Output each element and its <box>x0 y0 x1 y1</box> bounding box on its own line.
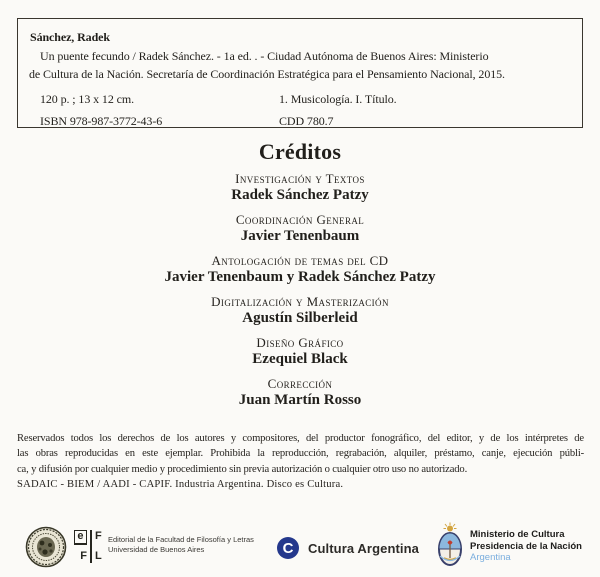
credit-entry-antologacion <box>0 253 600 286</box>
rights-line: ca, y difusión por cualquier medio y procedimiento sin previa autorización o cualquier otro uso no autorizado. <box>17 463 468 475</box>
credit-name: Javier Tenenbaum y Radek Sánchez Patzy <box>164 269 436 285</box>
cultura-argentina-logo <box>277 537 419 559</box>
effl-left-column <box>71 530 90 563</box>
credits-title: Créditos <box>258 139 342 164</box>
credit-entry-investigacion <box>0 171 600 204</box>
rights-sadaic-line: SADAIC - BIEM / AADI - CAPIF. Industria Argentina. Disco es Cultura. <box>17 479 344 491</box>
effl-caption-line1: Editorial de la Facultad de Filosofía y Letras <box>108 535 254 544</box>
catalog-title-line2: de Cultura de la Nación. Secretaría de Coordinación Estratégica para el Pensamiento Nacional, 2015. <box>29 67 505 81</box>
rights-paragraph <box>17 431 584 493</box>
credit-name: Radek Sánchez Patzy <box>231 187 369 203</box>
credit-role: Antologación de temas del CD <box>211 253 389 268</box>
credit-role: Corrección <box>267 376 333 391</box>
credit-name: Agustín Silberleid <box>242 310 358 326</box>
ministerio-line2: Presidencia de la Nación <box>470 540 582 552</box>
ministerio-caption <box>470 529 582 564</box>
catalog-author: Sánchez, Radek <box>30 30 110 44</box>
effl-letter-f2: F <box>80 550 87 562</box>
catalog-row-isbn <box>29 112 570 131</box>
catalog-extent: 120 p. ; 13 x 12 cm. <box>40 91 134 106</box>
argentina-coat-of-arms-icon <box>436 522 464 570</box>
ministerio-argentina: Argentina <box>470 552 511 563</box>
catalog-isbn: ISBN 978-987-3772-43-6 <box>40 114 163 128</box>
cataloging-box <box>17 18 583 128</box>
catalog-subjects: 1. Musicología. I. Título. <box>279 91 397 106</box>
rights-line: Reservados todos los derechos de los autores y compositores, del productor fonográfico, del editor, y de los intérpretes de <box>17 433 584 444</box>
catalog-cdd: CDD 780.7 <box>279 114 334 128</box>
credit-entry-digitalizacion <box>0 294 600 327</box>
effl-right-column <box>90 530 107 563</box>
effl-letter-e: e <box>74 530 87 545</box>
rights-line: las obras reproducidas en este ejemplar. Prohibida la reproducción, regrabación, alquiler, préstamo, canje, ejecución públi- <box>17 448 584 460</box>
credit-entry-correccion <box>0 376 600 409</box>
effl-letter-f1: F <box>95 530 102 542</box>
credit-name: Javier Tenenbaum <box>240 228 360 244</box>
catalog-title-line1: Un puente fecundo / Radek Sánchez. - 1a ed. . - Ciudad Autónoma de Buenos Aires: Ministerio <box>40 48 489 63</box>
credit-role: Digitalización y Masterización <box>211 294 389 309</box>
credits-section <box>0 140 600 417</box>
cultura-c-icon: C <box>277 537 299 559</box>
ministerio-line1: Ministerio de Cultura <box>470 529 565 540</box>
catalog-row-extent <box>29 90 570 109</box>
effl-caption-line2: Universidad de Buenos Aires <box>108 544 205 554</box>
cultura-argentina-label: Cultura Argentina <box>308 540 420 556</box>
credit-entry-coordinacion <box>0 212 600 245</box>
credit-role: Diseño Gráfico <box>256 335 344 350</box>
effl-caption <box>108 535 254 554</box>
credit-name: Juan Martín Rosso <box>238 392 362 408</box>
credit-name: Ezequiel Black <box>252 351 348 367</box>
credit-entry-diseno <box>0 335 600 368</box>
effl-letter-l: L <box>95 550 102 562</box>
effl-logo <box>71 530 107 563</box>
credit-role: Coordinación General <box>235 212 365 227</box>
credit-role: Investigación y Textos <box>235 171 365 186</box>
uba-seal-icon <box>25 526 67 568</box>
